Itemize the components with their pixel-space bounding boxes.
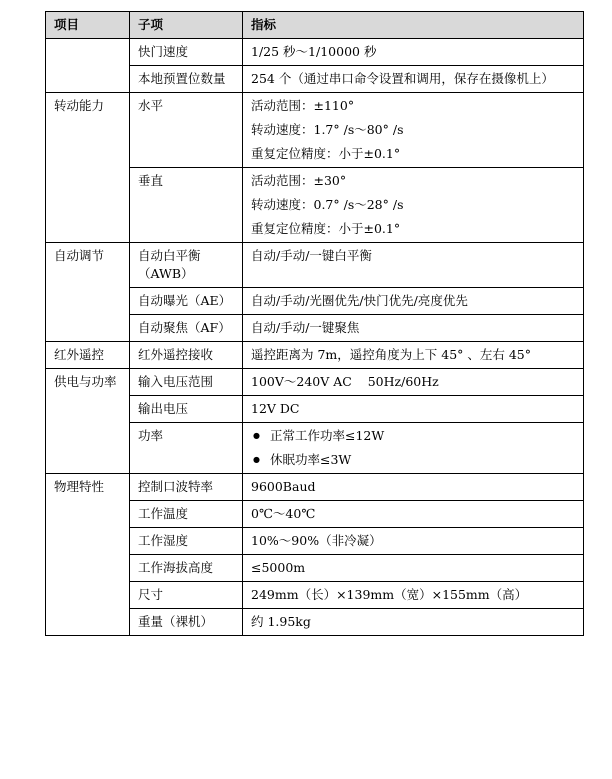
- header-item: 项目: [46, 12, 130, 39]
- ae-value: 自动/手动/光圈优先/快门优先/亮度优先: [243, 288, 584, 315]
- af-value: 自动/手动/一键聚焦: [243, 315, 584, 342]
- consumption-label: 功率: [130, 423, 243, 474]
- shutter-value: 1/25 秒～1/10000 秒: [243, 39, 584, 66]
- ir-label: 红外遥控接收: [130, 342, 243, 369]
- ir-value: 遥控距离为 7m，遥控角度为上下 45° 、左右 45°: [243, 342, 584, 369]
- header-subitem: 子项: [130, 12, 243, 39]
- vertical-value: [243, 168, 584, 243]
- temp-value: 0℃～40℃: [243, 501, 584, 528]
- table-row: [46, 243, 584, 288]
- input-label: 输入电压范围: [130, 369, 243, 396]
- horizontal-line: 转动速度：1.7° /s～80° /s: [251, 122, 404, 137]
- vertical-line: 活动范围：±30°: [251, 173, 347, 188]
- horizontal-label: 水平: [130, 93, 243, 168]
- humidity-value: 10%～90%（非冷凝）: [243, 528, 584, 555]
- vertical-line: 转动速度：0.7° /s～28° /s: [251, 197, 404, 212]
- consumption-list: [251, 424, 575, 472]
- consumption-value: [243, 423, 584, 474]
- preset-value: 254 个（通过串口命令设置和调用，保存在摄像机上）: [243, 66, 584, 93]
- table-row: [46, 474, 584, 501]
- baud-value: 9600Baud: [243, 474, 584, 501]
- list-item: ● 正常工作功率≤12W: [251, 424, 575, 448]
- size-value: 249mm（长）×139mm（宽）×155mm（高）: [243, 582, 584, 609]
- shutter-label: 快门速度: [130, 39, 243, 66]
- af-label: 自动聚焦（AF）: [130, 315, 243, 342]
- horizontal-value: [243, 93, 584, 168]
- ae-label: 自动曝光（AE）: [130, 288, 243, 315]
- physical-group: 物理特性: [46, 474, 130, 636]
- altitude-label: 工作海拔高度: [130, 555, 243, 582]
- humidity-label: 工作湿度: [130, 528, 243, 555]
- horizontal-line: 重复定位精度：小于±0.1°: [251, 146, 401, 161]
- list-item: ● 休眠功率≤3W: [251, 448, 575, 472]
- header-row: [46, 12, 584, 39]
- vertical-label: 垂直: [130, 168, 243, 243]
- vertical-line: 重复定位精度：小于±0.1°: [251, 221, 401, 236]
- rotation-group: 转动能力: [46, 93, 130, 243]
- power-group: 供电与功率: [46, 369, 130, 474]
- auto-group: 自动调节: [46, 243, 130, 342]
- weight-label: 重量（裸机）: [130, 609, 243, 636]
- ir-group: 红外遥控: [46, 342, 130, 369]
- table-row: [46, 39, 584, 66]
- temp-label: 工作温度: [130, 501, 243, 528]
- output-label: 输出电压: [130, 396, 243, 423]
- group-cell-continued: [46, 39, 130, 93]
- baud-label: 控制口波特率: [130, 474, 243, 501]
- spec-table: [45, 11, 584, 636]
- output-value: 12V DC: [243, 396, 584, 423]
- weight-value: 约 1.95kg: [243, 609, 584, 636]
- altitude-value: ≤5000m: [243, 555, 584, 582]
- input-value: 100V～240V AC 50Hz/60Hz: [243, 369, 584, 396]
- table-row: [46, 93, 584, 168]
- size-label: 尺寸: [130, 582, 243, 609]
- header-spec: 指标: [243, 12, 584, 39]
- awb-label: 自动白平衡（AWB）: [130, 243, 243, 288]
- table-row: [46, 369, 584, 396]
- preset-label: 本地预置位数量: [130, 66, 243, 93]
- horizontal-line: 活动范围：±110°: [251, 98, 355, 113]
- table-row: [46, 342, 584, 369]
- awb-value: 自动/手动/一键白平衡: [243, 243, 584, 288]
